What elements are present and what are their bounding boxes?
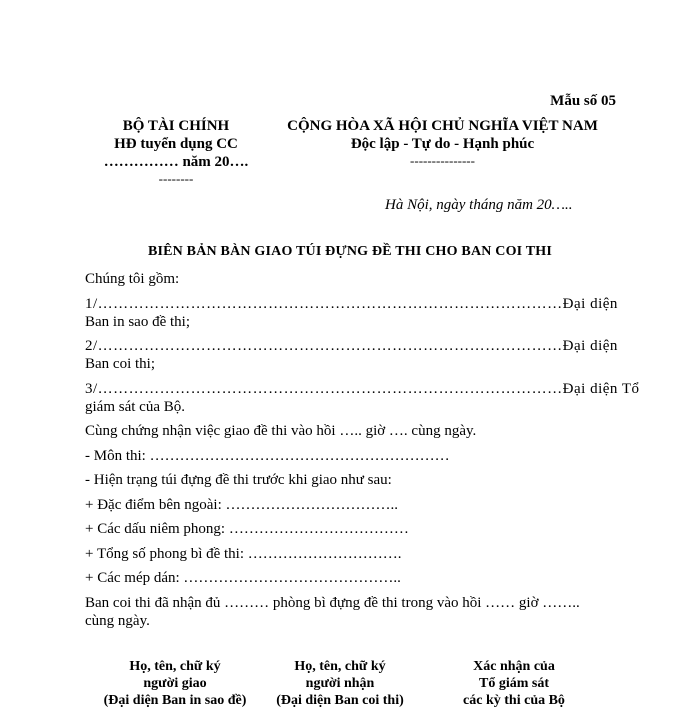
right-header-rule: ---------------	[410, 153, 475, 168]
item-glued-edges: + Các mép dán: ……………………………………..	[85, 570, 401, 586]
signature-giver-title: Họ, tên, chữ ký	[129, 659, 221, 674]
party-2-continued: Ban coi thi;	[85, 356, 155, 372]
signature-receiver-role: người nhận	[305, 676, 375, 691]
received-statement: Ban coi thi đã nhận đủ ……… phòng bì đựng đề thi trong vào hồi …… giờ ……..	[85, 595, 580, 611]
party-1-line: 1/………………………………………………………………………………Đại diện	[85, 296, 618, 312]
item-outside-features: + Đặc điểm bên ngoài: ……………………………..	[85, 497, 399, 513]
intro-text: Chúng tôi gồm:	[85, 271, 180, 287]
exam-subject-line: - Môn thi: ……………………………………………………	[85, 448, 450, 464]
supervisor-confirmation-block	[414, 658, 614, 709]
signature-receiver-title: Họ, tên, chữ ký	[294, 659, 386, 674]
signature-giver-role: người giao	[143, 676, 207, 691]
signature-receiver-unit: (Đại diện Ban coi thi)	[276, 693, 404, 708]
council-name: HĐ tuyển dụng CC	[114, 136, 238, 152]
supervisor-confirmation-title: Xác nhận của	[473, 659, 555, 674]
signature-giver-unit: (Đại diện Ban in sao đề)	[103, 693, 247, 708]
party-3-line: 3/………………………………………………………………………………Đại diện Tổ	[85, 381, 640, 397]
supervisor-confirmation-group: Tổ giám sát	[479, 676, 549, 691]
country-name: CỘNG HÒA XÃ HỘI CHỦ NGHĨA VIỆT NAM	[287, 118, 598, 134]
item-total-envelopes: + Tổng số phong bì đề thi: ………………………….	[85, 546, 402, 562]
left-header-rule: --------	[158, 171, 194, 186]
national-motto: Độc lập - Tự do - Hạnh phúc	[350, 136, 535, 152]
party-1-continued: Ban in sao đề thi;	[85, 314, 190, 330]
party-3-continued: giám sát của Bộ.	[85, 399, 185, 415]
party-2-line: 2/………………………………………………………………………………Đại diện	[85, 338, 618, 354]
form-number: Mẫu số 05	[550, 93, 616, 109]
received-statement-continued: cùng ngày.	[85, 613, 150, 629]
document-title: BIÊN BẢN BÀN GIAO TÚI ĐỰNG ĐỀ THI CHO BAN COI THI	[147, 244, 553, 259]
supervisor-confirmation-unit: các kỳ thi của Bộ	[463, 693, 565, 708]
signature-receiver-block	[240, 658, 440, 709]
document-number-year: …………… năm 20….	[103, 154, 249, 170]
witness-statement: Cùng chứng nhận việc giao đề thi vào hồi ….. giờ …. cùng ngày.	[85, 423, 477, 439]
place-date: Hà Nội, ngày tháng năm 20…..	[385, 197, 573, 213]
ministry-name: BỘ TÀI CHÍNH	[122, 118, 230, 134]
bag-status-intro: - Hiện trạng túi đựng đề thi trước khi giao như sau:	[85, 472, 392, 488]
item-seal-marks: + Các dấu niêm phong: ………………………………	[85, 521, 409, 537]
